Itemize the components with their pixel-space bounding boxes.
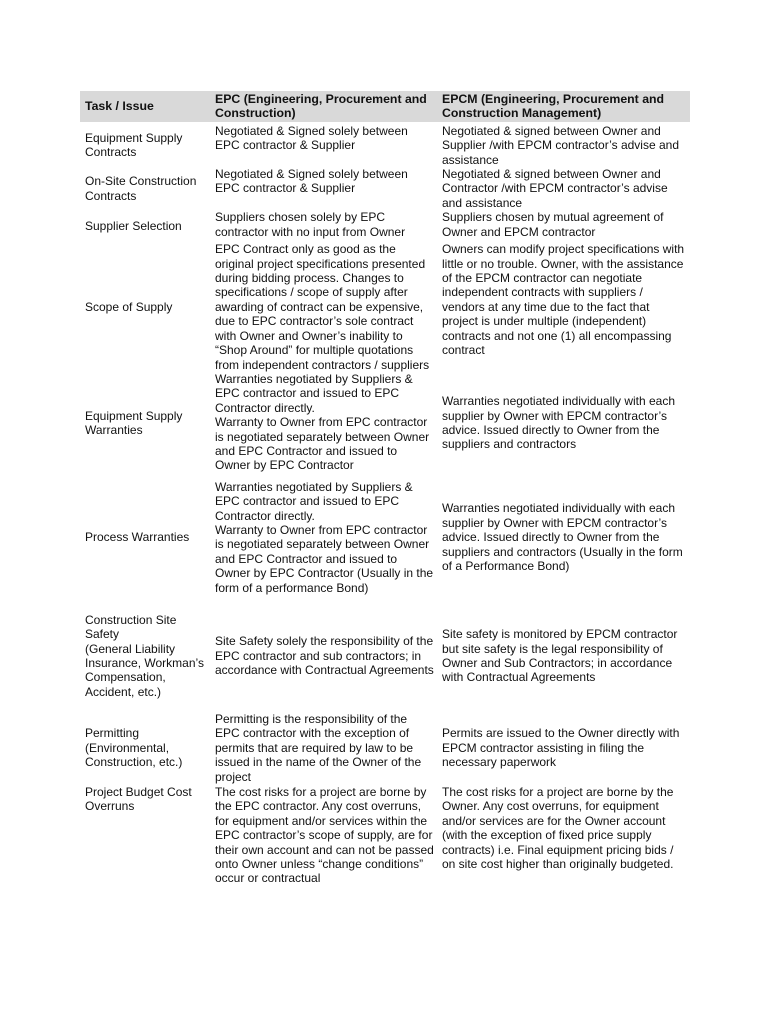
epc-cell: Negotiated & Signed solely between EPC contractor & Supplier [215,167,408,196]
table-row [80,122,690,167]
epcm-cell: Negotiated & signed between Owner and Contractor /with EPCM contractor’s advise and assistance [442,167,668,210]
comparison-document [80,91,690,895]
epc-cell: Warranties negotiated by Suppliers & EPC contractor and issued to EPC Contractor directly. Warranty to Owner from EPC contractor is negotiated separately between Owner and EPC Contractor and issued to Owner by EPC Contractor (Usually in the form of a performance Bond) [215,479,434,595]
epc-cell: The cost risks for a project are borne by the EPC contractor. Any cost overruns, for equipment and/or services within the EPC contractor’s scope of supply, are for their own account and can not be passed onto Owner unless “change conditions” occur or contractual [215,784,434,886]
epc-cell: EPC Contract only as good as the original project specifications presented during bidding process. Changes to specifications / scope of supply after awarding of contract can be expensive, due to EPC contractor’s sole contract with Owner and Owner’s inability to “Shop Around” for multiple quotations from independent contractors / suppliers [215,242,430,372]
task-cell: Process Warranties [85,530,190,545]
table-row [80,242,690,372]
column-header-epc: EPC (Engineering, Procurement and Construction) [210,91,437,122]
table-row [80,785,690,895]
table-row [80,601,690,711]
epc-cell: Negotiated & Signed solely between EPC contractor & Supplier [215,123,408,153]
epcm-cell: Suppliers chosen by mutual agreement of Owner and EPCM contractor [442,210,664,239]
epcm-cell: The cost risks for a project are borne by the Owner. Any cost overruns, for equipment and/or services are for the Owner account (with the exception of fixed price supply contracts) i.e. Final equipment pricing bids / on site cost higher than originally budgeted. [442,784,674,871]
task-cell: Supplier Selection [85,219,182,234]
task-cell: Permitting (Environmental, Construction, etc.) [85,726,183,770]
epcm-cell: Warranties negotiated individually with each supplier by Owner with EPCM contractor’s advice. Issued directly to Owner from the suppliers and contractors (Usually in the form of a Performance Bond) [442,501,683,574]
table-row [80,167,690,210]
task-cell: On-Site Construction Contracts [85,174,197,203]
epcm-cell: Owners can modify project specifications with little or no trouble. Owner, with the assistance of the EPCM contractor can negotiate independent contracts with suppliers / vendors at any time due to the fact that project is under multiple (independent) contracts and not one (1) all encompassing contract [442,242,685,358]
table-row [80,210,690,242]
epcm-cell: Permits are issued to the Owner directly with EPCM contractor assisting in filing the necessary paperwork [442,726,680,770]
epcm-cell: Site safety is monitored by EPCM contractor but site safety is the legal responsibility of Owner and Sub Contractors; in accordance with Contractual Agreements [442,627,678,685]
epc-cell: Site Safety solely the responsibility of the EPC contractor and sub contractors; in accordance with Contractual Agreements [215,634,434,678]
epcm-cell: Warranties negotiated individually with each supplier by Owner with EPCM contractor’s advice. Issued directly to Owner from the suppliers and contractors [442,394,676,452]
epc-cell: Warranties negotiated by Suppliers & EPC contractor and issued to EPC Contractor directly. Warranty to Owner from EPC contractor is negotiated separately between Owner and EPC Contractor and issued to Owner by EPC Contractor [215,371,430,473]
header-row [80,91,690,122]
epc-cell: Suppliers chosen solely by EPC contractor with no input from Owner [215,210,406,239]
table-header [80,91,690,122]
table-body [80,122,690,895]
task-cell: Equipment Supply Contracts [85,131,183,160]
epc-cell: Permitting is the responsibility of the EPC contractor with the exception of permits that are required by law to be issued in the name of the Owner of the project [215,711,422,784]
table-row [80,474,690,601]
task-cell: Scope of Supply [85,299,173,314]
column-header-task: Task / Issue [80,91,210,122]
task-cell: Construction Site Safety (General Liability Insurance, Workman’s Compensation, Accident, etc.) [85,612,204,699]
epcm-cell: Negotiated & signed between Owner and Supplier /with EPCM contractor’s advise and assistance [442,123,679,167]
table-row [80,711,690,785]
task-cell: Equipment Supply Warranties [85,408,183,437]
task-cell: Project Budget Cost Overruns [85,784,192,814]
table-row [80,372,690,474]
epc-vs-epcm-table [80,91,690,895]
column-header-epcm: EPCM (Engineering, Procurement and Construction Management) [437,91,690,122]
